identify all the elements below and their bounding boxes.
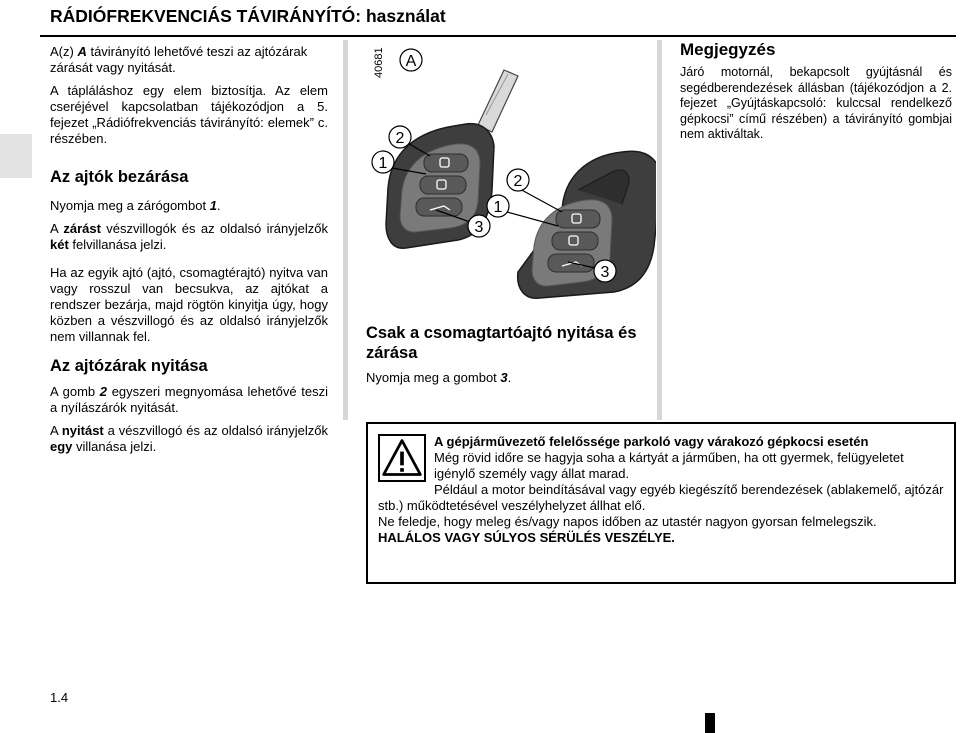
warning-title: A gépjárművezető felelőssége parkoló vagy várakozó gépkocsi esetén [434, 434, 869, 449]
locking-paragraph-1: Nyomja meg a zárógombot 1. [50, 198, 221, 213]
locking-section [50, 167, 328, 352]
warning-line-2: Például a motor beindításával vagy egyéb kiegészítő berendezések (ablakemelő, ajtózár stb.) működtetésével veszélyhelyzet állhat elő. [378, 482, 944, 513]
callout-3-left: 3 [474, 219, 484, 236]
figure-code: 40681 [373, 47, 385, 78]
key-fob-left [386, 70, 518, 248]
title-rule [40, 35, 956, 37]
end-of-section-mark [705, 713, 715, 733]
note-heading: Megjegyzés [680, 40, 776, 59]
intro-paragraph-1: A(z) A távirányító lehetővé teszi az ajtózárak zárását vagy nyitását. [50, 44, 308, 75]
chapter-tab [0, 134, 32, 178]
note-section [680, 39, 952, 143]
locking-paragraph-2: A zárást vészvillogók és az oldalsó irányjelzők két felvillanása jelzi. [50, 221, 328, 252]
trunk-heading: Csak a csomagtartóajtó nyitása és zárása [366, 324, 637, 362]
warning-line-4: HALÁLOS VAGY SÚLYOS SÉRÜLÉS VESZÉLYE. [378, 530, 675, 545]
key-fob-right [518, 151, 656, 298]
callout-2-right: 2 [513, 173, 523, 190]
unlocking-section [50, 356, 328, 462]
unlocking-heading: Az ajtózárak nyitása [50, 357, 208, 375]
locking-paragraph-3: Ha az egyik ajtó (ajtó, csomagtérajtó) nyitva van vagy rosszul van becsukva, az ajtókat a rendszer bezárja, majd rögtön kinyitja úgy, hogy közben a vészvillogó és az oldalsó irányjelzők nem villannak fel. [50, 265, 328, 344]
trunk-paragraph: Nyomja meg a gombot 3. [366, 370, 512, 385]
unlocking-paragraph-1: A gomb 2 egyszeri megnyomása lehetővé teszi a nyílászárók nyitását. [50, 384, 328, 415]
callout-2-left: 2 [395, 130, 405, 147]
intro-section [50, 44, 328, 154]
callout-a-label: A [405, 53, 417, 70]
column-divider-left [343, 40, 348, 420]
intro-paragraph-2: A tápláláshoz egy elem biztosítja. Az elem cseréjével kapcsolatban tájékozódjon a 5. fejezet „Rádiófrekvenciás távirányító: elemek” c. részében. [50, 83, 328, 146]
callout-1-left: 1 [378, 155, 388, 172]
callout-3-right: 3 [600, 264, 610, 281]
page-title: RÁDIÓFREKVENCIÁS TÁVIRÁNYÍTÓ: használat [50, 6, 446, 26]
warning-line-3: Ne feledje, hogy meleg és/vagy napos időben az utastér nagyon gyorsan felmelegszik. [378, 514, 877, 529]
page-number: 1.4 [50, 690, 69, 705]
unlocking-paragraph-2: A nyitást a vészvillogó és az oldalsó irányjelzők egy villanása jelzi. [50, 423, 328, 454]
warning-text [378, 434, 948, 546]
locking-heading: Az ajtók bezárása [50, 168, 189, 186]
note-text: Járó motornál, bekapcsolt gyújtásnál és segédberendezések állásban (tájékozódjon a 2. fejezet „Gyújtáskapcsoló: kulccsal rendelkező gépkocsi” című részében) a távirányító gombjai nem aktiváltak. [680, 65, 952, 141]
callout-1-right: 1 [493, 199, 503, 216]
warning-line-1: Még rövid időre se hagyja soha a kártyát a járműben, ha ott gyermek, felügyeletet igénylő személy vagy állat marad. [434, 450, 904, 481]
remote-key-illustration [366, 40, 656, 310]
column-divider-right [657, 40, 662, 420]
